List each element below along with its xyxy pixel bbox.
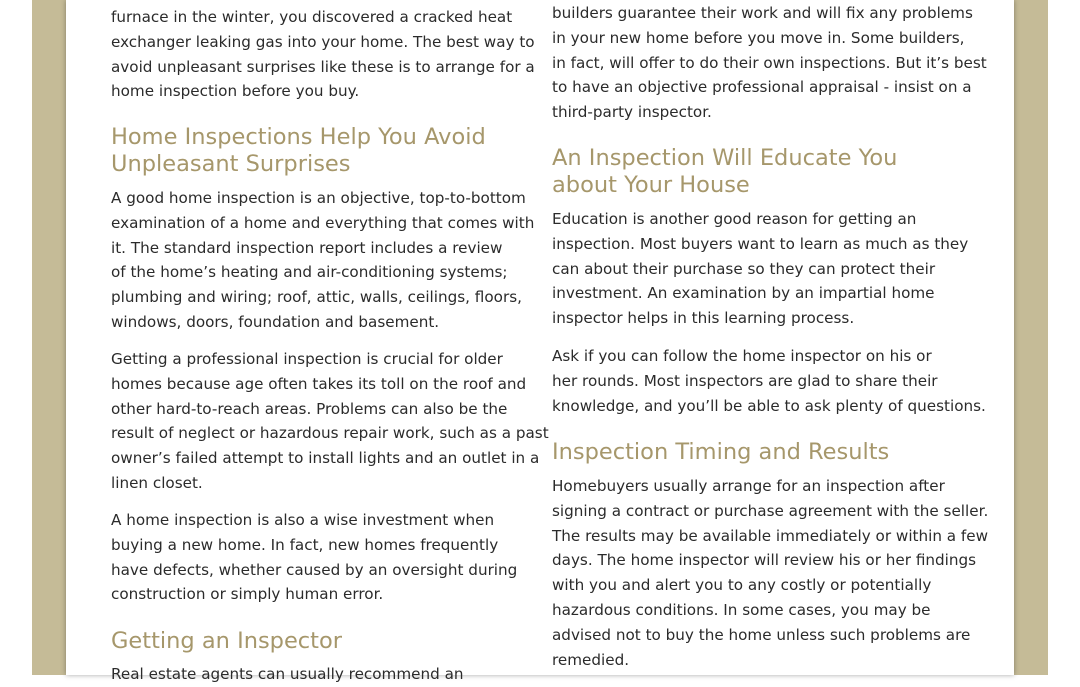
paragraph: A good home inspection is an objective, top-to-bottom examination of a home and everything that comes with it. The standard inspection report includes a review of the home’s heating and air-conditioning systems; plumbing and wiring; roof, attic, walls, ceilings, floors, windows, doors, foundation and basement. [111,189,535,331]
section-heading: Getting an Inspector [111,628,343,654]
intro-paragraph: furnace in the winter, you discovered a cracked heat exchanger leaking gas into your home. The best way to avoid unpleasant surprises like these is to arrange for a home inspection before you buy. [111,8,535,101]
paragraph: A home inspection is also a wise investment when buying a new home. In fact, new homes frequently have defects, whether caused by an oversight during construction or simply human error. [111,511,518,604]
paragraph: Education is another good reason for getting an inspection. Most buyers want to learn as much as they can about their purchase so they can protect their investment. An examination by an impartial home inspector helps in this learning process. [552,210,969,328]
intro-paragraph: builders guarantee their work and will fix any problems in your new home before you move in. Some builders, in fact, will offer to do their own inspections. But it’s best to have an objective professional appraisal - insist on a third-party inspector. [552,4,987,122]
section-heading: Home Inspections Help You Avoid Unpleasant Surprises [111,124,486,177]
paragraph-cut: Real estate agents can usually recommend an [111,665,464,683]
paragraph: Homebuyers usually arrange for an inspection after signing a contract or purchase agreement with the seller. The results may be available immediately or within a few days. The home inspector will review his or her findings with you and alert you to any costly or potentially hazardous conditions. In some cases, you may be advised not to buy the home unless such problems are remedied. [552,477,989,669]
paragraph: Ask if you can follow the home inspector on his or her rounds. Most inspectors are glad to share their knowledge, and you’ll be able to ask plenty of questions. [552,347,986,415]
paragraph: Getting a professional inspection is crucial for older homes because age often takes its toll on the roof and other hard-to-reach areas. Problems can also be the result of neglect or hazardous repair work, such as a past owner’s failed attempt to install lights and an outlet in a linen closet. [111,350,549,492]
section-heading: An Inspection Will Educate You about Your House [552,145,898,198]
page-margin-right [1048,0,1080,675]
section-heading: Inspection Timing and Results [552,439,890,465]
page-margin-left [0,0,32,675]
